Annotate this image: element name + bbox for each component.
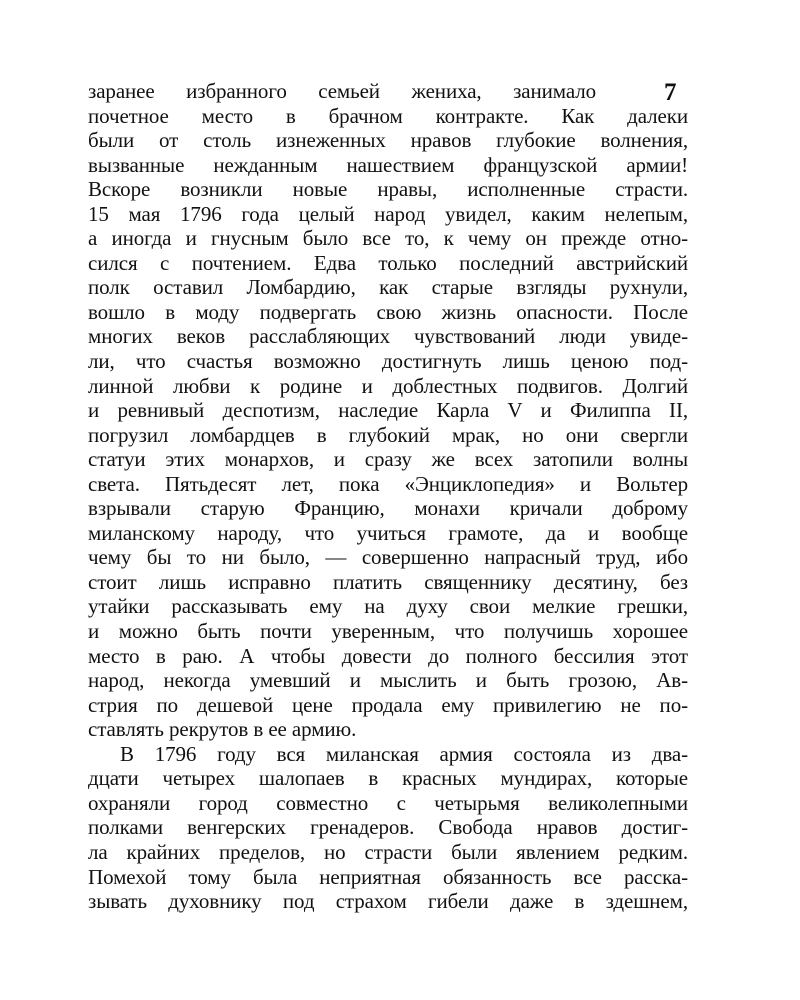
page-number: 7 [664,79,677,106]
text-line: статуи этих монархов, и сразу же всех затопили волны [88,447,688,472]
text-line: стоит лишь исправно платить священнику десятину, без [88,569,688,594]
text-line: взрывали старую Францию, монахи кричали доброму [88,496,688,521]
text-line: и ревнивый деспотизм, наследие Карла V и Филиппа II, [88,398,688,423]
text-line: света. Пятьдесят лет, пока «Энциклопедия» и Вольтер [88,471,688,496]
body-text [88,79,688,914]
text-line: зывать духовнику под страхом гибели даже в здешнем, [88,889,688,914]
text-line: заранее избранного семьей жениха, занимало [88,79,596,103]
text-line: чему бы то ни было, — совершенно напрасный труд, ибо [88,545,688,570]
text-line: погрузил ломбардцев в глубокий мрак, но они свергли [88,422,688,447]
text-line: В 1796 году вся миланская армия состояла из два- [120,741,688,766]
text-line: полками венгерских гренадеров. Свобода нравов достиг- [88,815,688,840]
text-line: вошло в моду подвергать свою жизнь опасности. После [88,299,688,324]
text-line: а иногда и гнусным было все то, к чему он прежде отно- [88,226,688,251]
text-line: утайки рассказывать ему на духу свои мелкие грешки, [88,594,688,619]
text-line: Помехой тому была неприятная обязанность все расска- [88,864,688,889]
text-line: народ, некогда умевший и мыслить и быть грозою, Ав- [88,668,688,693]
text-line: стрия по дешевой цене продала ему привилегию не по- [88,692,688,717]
text-line: и можно быть почти уверенным, что получишь хорошее [88,619,688,644]
text-line: сился с почтением. Едва только последний австрийский [88,250,688,275]
text-line: ли, что счастья возможно достигнуть лишь ценою под- [88,349,688,374]
text-line: полк оставил Ломбардию, как старые взгляды рухнули, [88,275,688,300]
text-line: почетное место в брачном контракте. Как далеки [88,103,688,128]
text-line: линной любви к родине и доблестных подвигов. Долгий [88,373,688,398]
text-line: охраняли город совместно с четырьмя великолепными [88,790,688,815]
text-line: многих веков расслабляющих чувствований люди увиде- [88,324,688,349]
text-line: вызванные нежданным нашествием французской армии! [88,152,688,177]
text-line: 15 мая 1796 года целый народ увидел, каким нелепым, [88,201,688,226]
text-line: ла крайних пределов, но страсти были явлением редким. [88,839,688,864]
text-line: место в раю. А чтобы довести до полного бессилия этот [88,643,688,668]
text-line: Вскоре возникли новые нравы, исполненные страсти. [88,177,688,202]
text-line: дцати четырех шалопаев в красных мундирах, которые [88,766,688,791]
text-line: были от столь изнеженных нравов глубокие волнения, [88,128,688,153]
text-line: ставлять рекрутов в ее армию. [88,717,357,742]
text-line: миланскому народу, что учиться грамоте, да и вообще [88,520,688,545]
